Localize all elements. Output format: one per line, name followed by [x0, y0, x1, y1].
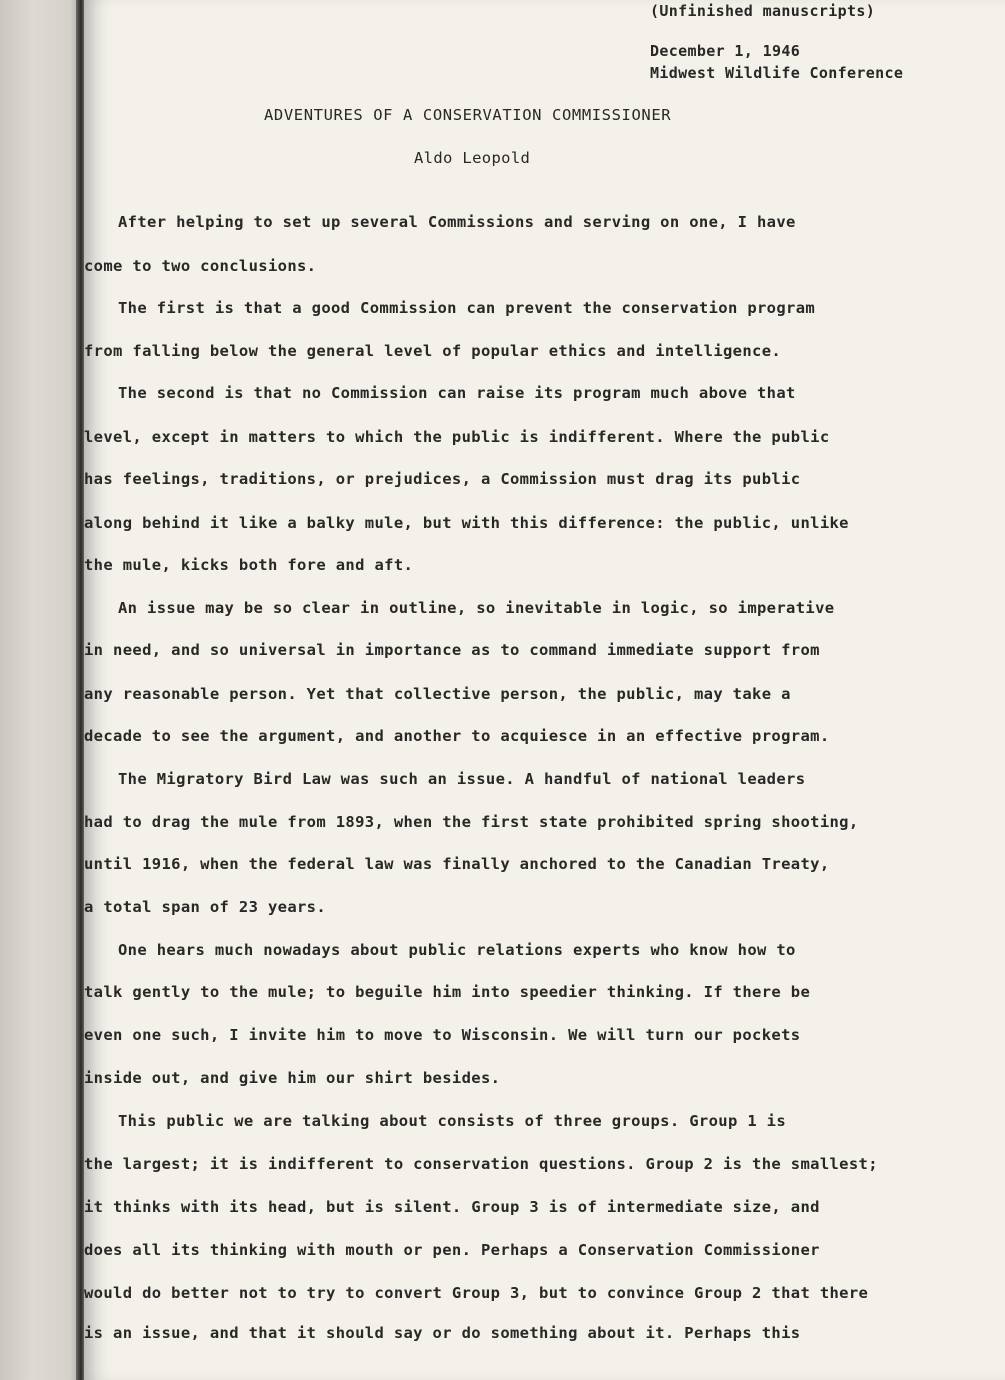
header-venue: Midwest Wildlife Conference	[650, 64, 904, 82]
body-line: the mule, kicks both fore and aft.	[84, 556, 414, 574]
body-line: had to drag the mule from 1893, when the first state prohibited spring shooting,	[84, 813, 859, 831]
body-line: decade to see the argument, and another to acquiesce in an effective program.	[84, 727, 830, 745]
body-line: has feelings, traditions, or prejudices, a Commission must drag its public	[84, 470, 801, 488]
body-line: This public we are talking about consists of three groups. Group 1 is	[118, 1112, 787, 1130]
body-line: The second is that no Commission can raise its program much above that	[118, 384, 796, 402]
header-date: December 1, 1946	[650, 42, 801, 60]
document-author: Aldo Leopold	[414, 149, 531, 167]
body-line: is an issue, and that it should say or do something about it. Perhaps this	[84, 1324, 801, 1342]
body-line: would do better not to try to convert Group 3, but to convince Group 2 that there	[84, 1284, 869, 1302]
body-line: it thinks with its head, but is silent. Group 3 is of intermediate size, and	[84, 1198, 820, 1216]
body-line: The Migratory Bird Law was such an issue. A handful of national leaders	[118, 770, 806, 788]
body-line: in need, and so universal in importance as to command immediate support from	[84, 641, 820, 659]
body-line: until 1916, when the federal law was finally anchored to the Canadian Treaty,	[84, 855, 830, 873]
header-note: (Unfinished manuscripts)	[650, 2, 876, 20]
body-line: After helping to set up several Commissions and serving on one, I have	[118, 213, 796, 231]
body-line: talk gently to the mule; to beguile him into speedier thinking. If there be	[84, 983, 811, 1001]
body-line: An issue may be so clear in outline, so inevitable in logic, so imperative	[118, 599, 835, 617]
body-line: One hears much nowadays about public relations experts who know how to	[118, 941, 796, 959]
facing-page	[0, 0, 82, 1380]
body-line: from falling below the general level of popular ethics and intelligence.	[84, 342, 782, 360]
body-line: along behind it like a balky mule, but with this difference: the public, unlike	[84, 514, 849, 532]
body-line: The first is that a good Commission can prevent the conservation program	[118, 299, 816, 317]
document-title: ADVENTURES OF A CONSERVATION COMMISSIONER	[264, 106, 672, 124]
body-line: any reasonable person. Yet that collective person, the public, may take a	[84, 685, 791, 703]
body-line: the largest; it is indifferent to conservation questions. Group 2 is the smallest;	[84, 1155, 878, 1173]
body-line: inside out, and give him our shirt besides.	[84, 1069, 501, 1087]
body-line: a total span of 23 years.	[84, 898, 327, 916]
body-line: even one such, I invite him to move to Wisconsin. We will turn our pockets	[84, 1026, 801, 1044]
body-line: level, except in matters to which the public is indifferent. Where the public	[84, 428, 830, 446]
body-line: does all its thinking with mouth or pen. Perhaps a Conservation Commissioner	[84, 1241, 820, 1259]
manuscript-page	[84, 0, 1005, 1380]
body-line: come to two conclusions.	[84, 257, 317, 275]
